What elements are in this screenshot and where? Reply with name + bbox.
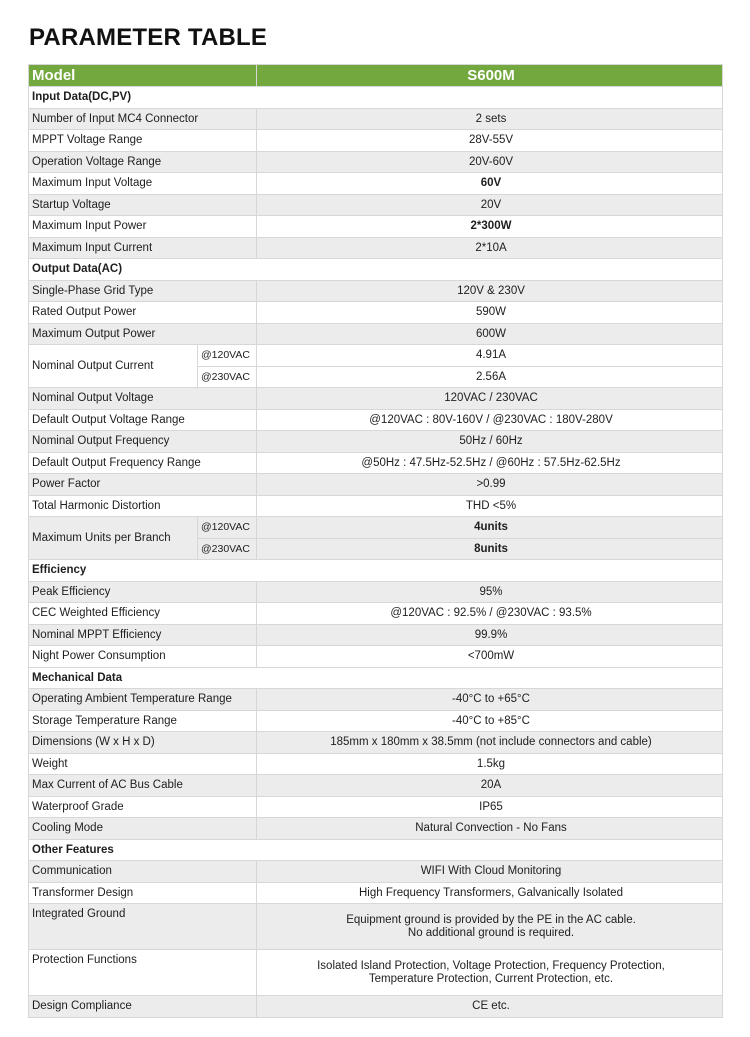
row-label: Default Output Voltage Range <box>29 409 257 431</box>
row-value <box>257 904 723 950</box>
row-value: 4.91A <box>257 345 723 367</box>
table-row <box>29 710 723 732</box>
table-row <box>29 173 723 195</box>
table-row <box>29 624 723 646</box>
table-row <box>29 216 723 238</box>
row-value: 28V-55V <box>257 130 723 152</box>
row-value: 20V <box>257 194 723 216</box>
model-label: Model <box>29 65 257 87</box>
row-value: 20A <box>257 775 723 797</box>
row-label: Night Power Consumption <box>29 646 257 668</box>
table-row <box>29 409 723 431</box>
row-value: THD <5% <box>257 495 723 517</box>
table-row <box>29 646 723 668</box>
row-label: Communication <box>29 861 257 883</box>
row-label: Peak Efficiency <box>29 581 257 603</box>
row-value: 2.56A <box>257 366 723 388</box>
table-row <box>29 818 723 840</box>
row-value: IP65 <box>257 796 723 818</box>
row-value: >0.99 <box>257 474 723 496</box>
table-row <box>29 130 723 152</box>
table-row <box>29 753 723 775</box>
table-row <box>29 732 723 754</box>
table-row <box>29 345 723 367</box>
row-value: -40°C to +85°C <box>257 710 723 732</box>
row-value: 99.9% <box>257 624 723 646</box>
row-label: Default Output Frequency Range <box>29 452 257 474</box>
row-label: Design Compliance <box>29 996 257 1018</box>
table-row <box>29 517 723 539</box>
row-value: 120VAC / 230VAC <box>257 388 723 410</box>
table-row <box>29 775 723 797</box>
section-title: Efficiency <box>29 560 723 582</box>
table-row <box>29 108 723 130</box>
section-input <box>29 87 723 109</box>
row-label: Nominal Output Current <box>29 345 198 388</box>
section-title: Mechanical Data <box>29 667 723 689</box>
table-row <box>29 796 723 818</box>
row-label: Power Factor <box>29 474 257 496</box>
table-row <box>29 861 723 883</box>
row-label: Protection Functions <box>29 950 257 996</box>
row-value: 8units <box>257 538 723 560</box>
row-label: Single-Phase Grid Type <box>29 280 257 302</box>
row-label: Dimensions (W x H x D) <box>29 732 257 754</box>
row-label: Maximum Input Current <box>29 237 257 259</box>
row-value: 2 sets <box>257 108 723 130</box>
row-value: <700mW <box>257 646 723 668</box>
row-value-line: Isolated Island Protection, Voltage Protection, Frequency Protection, <box>317 959 665 972</box>
row-label: Maximum Input Power <box>29 216 257 238</box>
row-label: Nominal MPPT Efficiency <box>29 624 257 646</box>
row-value: 590W <box>257 302 723 324</box>
table-row <box>29 996 723 1018</box>
section-title: Input Data(DC,PV) <box>29 87 723 109</box>
row-value <box>257 950 723 996</box>
table-row <box>29 151 723 173</box>
table-row <box>29 302 723 324</box>
row-value: 95% <box>257 581 723 603</box>
row-label: Storage Temperature Range <box>29 710 257 732</box>
section-mechanical <box>29 667 723 689</box>
row-label: Number of Input MC4 Connector <box>29 108 257 130</box>
row-label: Waterproof Grade <box>29 796 257 818</box>
row-label: Maximum Output Power <box>29 323 257 345</box>
row-label: Maximum Input Voltage <box>29 173 257 195</box>
row-label: Operation Voltage Range <box>29 151 257 173</box>
row-label: Rated Output Power <box>29 302 257 324</box>
row-value: @120VAC : 92.5% / @230VAC : 93.5% <box>257 603 723 625</box>
section-efficiency <box>29 560 723 582</box>
row-label: Nominal Output Voltage <box>29 388 257 410</box>
row-label: Transformer Design <box>29 882 257 904</box>
row-value: 60V <box>257 173 723 195</box>
row-value: 2*10A <box>257 237 723 259</box>
table-row <box>29 431 723 453</box>
row-value-line: Equipment ground is provided by the PE in the AC cable. <box>346 913 636 926</box>
row-sublabel: @120VAC <box>198 517 257 539</box>
row-value: Natural Convection - No Fans <box>257 818 723 840</box>
table-row <box>29 581 723 603</box>
table-row <box>29 495 723 517</box>
row-value: High Frequency Transformers, Galvanically Isolated <box>257 882 723 904</box>
page-title: PARAMETER TABLE <box>29 24 268 51</box>
table-header <box>29 65 723 87</box>
row-value: 120V & 230V <box>257 280 723 302</box>
row-label: Integrated Ground <box>29 904 257 950</box>
row-sublabel: @120VAC <box>198 345 257 367</box>
row-label: Nominal Output Frequency <box>29 431 257 453</box>
table-row <box>29 237 723 259</box>
row-value-line: Temperature Protection, Current Protection, etc. <box>368 972 614 985</box>
table-row <box>29 280 723 302</box>
row-value: @50Hz : 47.5Hz-52.5Hz / @60Hz : 57.5Hz-62.5Hz <box>257 452 723 474</box>
table-row <box>29 950 723 996</box>
row-label: Total Harmonic Distortion <box>29 495 257 517</box>
parameter-table <box>28 64 723 1018</box>
row-value: 1.5kg <box>257 753 723 775</box>
table-row <box>29 882 723 904</box>
row-value: 600W <box>257 323 723 345</box>
row-value: 4units <box>257 517 723 539</box>
row-value: 50Hz / 60Hz <box>257 431 723 453</box>
table-row <box>29 194 723 216</box>
row-sublabel: @230VAC <box>198 366 257 388</box>
section-title: Other Features <box>29 839 723 861</box>
row-sublabel: @230VAC <box>198 538 257 560</box>
row-value: -40°C to +65°C <box>257 689 723 711</box>
section-output <box>29 259 723 281</box>
table-row <box>29 452 723 474</box>
table-row <box>29 689 723 711</box>
section-other <box>29 839 723 861</box>
row-value: 185mm x 180mm x 38.5mm (not include connectors and cable) <box>257 732 723 754</box>
row-label: Weight <box>29 753 257 775</box>
row-label: Maximum Units per Branch <box>29 517 198 560</box>
table-row <box>29 904 723 950</box>
table-row <box>29 603 723 625</box>
table-row <box>29 323 723 345</box>
row-value: WIFI With Cloud Monitoring <box>257 861 723 883</box>
table-row <box>29 474 723 496</box>
table-row <box>29 388 723 410</box>
model-value: S600M <box>257 65 723 87</box>
row-label: Startup Voltage <box>29 194 257 216</box>
row-label: Max Current of AC Bus Cable <box>29 775 257 797</box>
row-value: 2*300W <box>257 216 723 238</box>
row-value-line: No additional ground is required. <box>407 926 575 939</box>
section-title: Output Data(AC) <box>29 259 723 281</box>
row-value: 20V-60V <box>257 151 723 173</box>
row-label: CEC Weighted Efficiency <box>29 603 257 625</box>
row-label: MPPT Voltage Range <box>29 130 257 152</box>
row-value: CE etc. <box>257 996 723 1018</box>
row-label: Cooling Mode <box>29 818 257 840</box>
row-label: Operating Ambient Temperature Range <box>29 689 257 711</box>
row-value: @120VAC : 80V-160V / @230VAC : 180V-280V <box>257 409 723 431</box>
